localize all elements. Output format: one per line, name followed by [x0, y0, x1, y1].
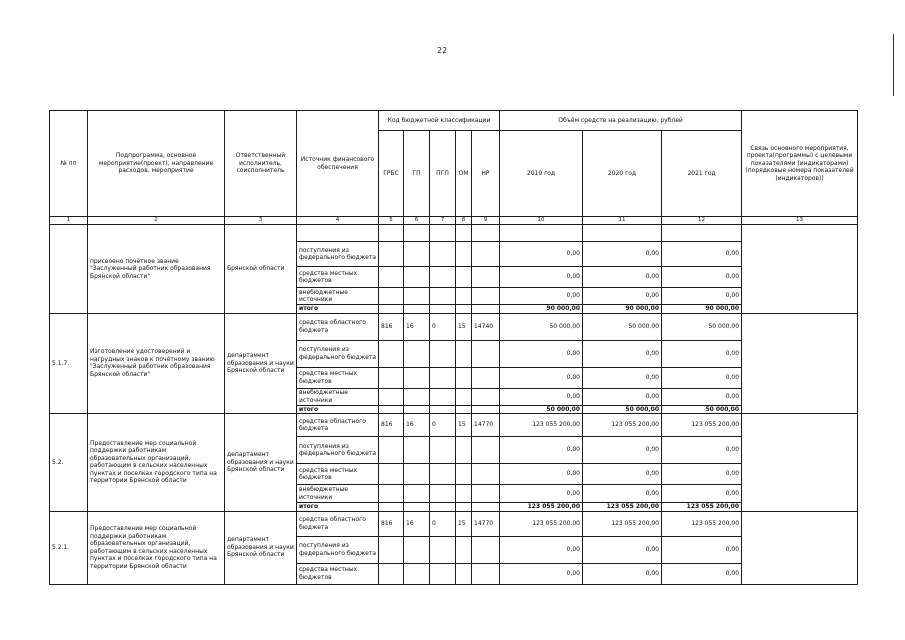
header-gp: ГП — [404, 131, 430, 217]
value-2020: 0,00 — [583, 288, 662, 305]
pgp-cell — [430, 267, 456, 288]
value-2021: 0,00 — [662, 437, 742, 464]
pgp-cell — [430, 305, 456, 314]
pgp-cell — [430, 485, 456, 503]
source-cell: поступления из федерального бюджета — [297, 242, 379, 267]
value-2021: 123 055 200,00 — [662, 414, 742, 437]
index-cell: 11 — [583, 217, 662, 225]
index-cell: 9 — [472, 217, 500, 225]
table-row — [50, 225, 858, 242]
value-2019: 0,00 — [500, 288, 583, 305]
value-2021 — [662, 225, 742, 242]
gp-cell: 16 — [404, 313, 430, 340]
value-2019: 0,00 — [500, 464, 583, 485]
om-cell — [456, 563, 472, 584]
pgp-cell — [430, 536, 456, 563]
index-cell: 1 — [50, 217, 88, 225]
np-cell — [472, 288, 500, 305]
header-name: Подпрограмма, основное мероприятие(проект), направление расходов, мероприятие — [88, 111, 225, 217]
pgp-cell: 0 — [430, 313, 456, 340]
pgp-cell — [430, 464, 456, 485]
value-2020 — [583, 225, 662, 242]
gp-cell — [404, 405, 430, 414]
om-cell — [456, 305, 472, 314]
value-2019: 123 055 200,00 — [500, 511, 583, 536]
row-number: 5.1.7. — [50, 313, 88, 414]
om-cell — [456, 242, 472, 267]
budget-table — [49, 110, 858, 585]
header-row-1 — [50, 111, 858, 131]
source-cell: средства местных бюджетов — [297, 563, 379, 584]
grbs-cell: 816 — [379, 511, 404, 536]
value-2019: 0,00 — [500, 563, 583, 584]
value-2019: 0,00 — [500, 388, 583, 405]
np-cell — [472, 267, 500, 288]
pgp-cell — [430, 388, 456, 405]
header-2020: 2020 год — [583, 131, 662, 217]
pgp-cell — [430, 225, 456, 242]
om-cell: 15 — [456, 313, 472, 340]
source-cell: поступления из федерального бюджета — [297, 437, 379, 464]
value-2020: 123 055 200,00 — [583, 503, 662, 512]
np-cell: 14770 — [472, 414, 500, 437]
table-row — [50, 414, 858, 437]
gp-cell — [404, 340, 430, 367]
gp-cell — [404, 437, 430, 464]
om-cell: 15 — [456, 511, 472, 536]
np-cell — [472, 437, 500, 464]
value-2021: 123 055 200,00 — [662, 511, 742, 536]
value-2021: 50 000,00 — [662, 405, 742, 414]
om-cell — [456, 267, 472, 288]
value-2019 — [500, 225, 583, 242]
value-2021: 50 000,00 — [662, 313, 742, 340]
index-cell: 6 — [404, 217, 430, 225]
pgp-cell — [430, 242, 456, 267]
value-2019: 0,00 — [500, 267, 583, 288]
grbs-cell — [379, 388, 404, 405]
executor: департамент образования и науки Брянской области — [225, 414, 297, 512]
source-cell: итого — [297, 305, 379, 314]
index-cell: 8 — [456, 217, 472, 225]
gp-cell — [404, 503, 430, 512]
source-cell: внебюджетные источники — [297, 388, 379, 405]
header-om: ОМ — [456, 131, 472, 217]
grbs-cell — [379, 563, 404, 584]
indicator-link — [742, 313, 858, 414]
executor: департамент образования и науки Брянской области — [225, 511, 297, 584]
source-cell: средства местных бюджетов — [297, 267, 379, 288]
value-2021: 0,00 — [662, 267, 742, 288]
index-cell: 12 — [662, 217, 742, 225]
grbs-cell — [379, 242, 404, 267]
grbs-cell — [379, 464, 404, 485]
np-cell — [472, 388, 500, 405]
value-2020: 0,00 — [583, 536, 662, 563]
value-2021: 0,00 — [662, 464, 742, 485]
value-2019: 0,00 — [500, 242, 583, 267]
np-cell — [472, 225, 500, 242]
np-cell — [472, 485, 500, 503]
source-cell: средства областного бюджета — [297, 511, 379, 536]
om-cell — [456, 536, 472, 563]
np-cell — [472, 242, 500, 267]
value-2021: 90 000,00 — [662, 305, 742, 314]
value-2020: 0,00 — [583, 388, 662, 405]
grbs-cell — [379, 225, 404, 242]
np-cell: 14740 — [472, 313, 500, 340]
header-budget-codes: Код бюджетной классификации — [379, 111, 500, 131]
index-cell: 13 — [742, 217, 858, 225]
gp-cell — [404, 305, 430, 314]
value-2020: 0,00 — [583, 267, 662, 288]
value-2021: 0,00 — [662, 242, 742, 267]
pgp-cell — [430, 340, 456, 367]
np-cell: 14770 — [472, 511, 500, 536]
gp-cell — [404, 464, 430, 485]
value-2021: 123 055 200,00 — [662, 503, 742, 512]
value-2021: 0,00 — [662, 367, 742, 388]
index-cell: 7 — [430, 217, 456, 225]
column-index-row — [50, 217, 858, 225]
source-cell: средства областного бюджета — [297, 414, 379, 437]
np-cell — [472, 367, 500, 388]
om-cell — [456, 288, 472, 305]
index-cell: 4 — [297, 217, 379, 225]
value-2020: 0,00 — [583, 485, 662, 503]
source-cell: внебюджетные источники — [297, 288, 379, 305]
value-2020: 50 000,00 — [583, 405, 662, 414]
source-cell: средства местных бюджетов — [297, 464, 379, 485]
gp-cell — [404, 288, 430, 305]
np-cell — [472, 464, 500, 485]
value-2021: 0,00 — [662, 288, 742, 305]
value-2019: 0,00 — [500, 367, 583, 388]
header-grbs: ГРБС — [379, 131, 404, 217]
np-cell — [472, 563, 500, 584]
gp-cell — [404, 225, 430, 242]
source-cell: внебюджетные источники — [297, 485, 379, 503]
value-2019: 50 000,00 — [500, 405, 583, 414]
value-2020: 0,00 — [583, 340, 662, 367]
om-cell — [456, 464, 472, 485]
value-2020: 0,00 — [583, 242, 662, 267]
measure-name: присвоено почётное звание "Заслуженный работник образования Брянской области" — [88, 225, 225, 314]
pgp-cell — [430, 437, 456, 464]
grbs-cell — [379, 485, 404, 503]
gp-cell — [404, 267, 430, 288]
value-2019: 0,00 — [500, 536, 583, 563]
source-cell — [297, 225, 379, 242]
value-2020: 0,00 — [583, 563, 662, 584]
grbs-cell — [379, 288, 404, 305]
value-2020: 0,00 — [583, 437, 662, 464]
table-body — [50, 225, 858, 585]
pgp-cell — [430, 503, 456, 512]
header-link: Связь основного мероприятия, проекта(программы) с целевыми показателями (индикаторами) (порядковые номера показателей (индикаторов)) — [742, 111, 858, 217]
value-2020: 0,00 — [583, 367, 662, 388]
grbs-cell: 816 — [379, 414, 404, 437]
header-volume: Объём средств на реализацию, рублей — [500, 111, 742, 131]
value-2019: 123 055 200,00 — [500, 414, 583, 437]
page-number: 22 — [437, 46, 448, 55]
value-2019: 123 055 200,00 — [500, 503, 583, 512]
np-cell — [472, 536, 500, 563]
source-cell: итого — [297, 405, 379, 414]
gp-cell — [404, 388, 430, 405]
table-row — [50, 511, 858, 536]
value-2021: 0,00 — [662, 340, 742, 367]
om-cell — [456, 503, 472, 512]
index-cell: 5 — [379, 217, 404, 225]
header-num: № пп — [50, 111, 88, 217]
value-2020: 0,00 — [583, 464, 662, 485]
om-cell — [456, 225, 472, 242]
index-cell: 2 — [88, 217, 225, 225]
value-2020: 123 055 200,00 — [583, 414, 662, 437]
np-cell — [472, 305, 500, 314]
grbs-cell — [379, 405, 404, 414]
value-2019: 0,00 — [500, 485, 583, 503]
np-cell — [472, 405, 500, 414]
page-edge-line — [893, 34, 894, 96]
header-source: Источник финансового обеспечения — [297, 111, 379, 217]
indicator-link — [742, 225, 858, 314]
value-2019: 90 000,00 — [500, 305, 583, 314]
indicator-link — [742, 511, 858, 584]
source-cell: поступления из федерального бюджета — [297, 536, 379, 563]
om-cell — [456, 340, 472, 367]
grbs-cell — [379, 340, 404, 367]
gp-cell: 16 — [404, 414, 430, 437]
value-2021: 0,00 — [662, 563, 742, 584]
value-2019: 0,00 — [500, 437, 583, 464]
executor: департамент образования и науки Брянской области — [225, 313, 297, 414]
np-cell — [472, 503, 500, 512]
gp-cell — [404, 367, 430, 388]
pgp-cell: 0 — [430, 414, 456, 437]
index-cell: 10 — [500, 217, 583, 225]
measure-name: Предоставление мер социальной поддержки работникам образовательных организаций, работающим в сельских населенных пунктах и поселках городского типа на территории Брянской области — [88, 511, 225, 584]
measure-name: Предоставление мер социальной поддержки работникам образовательных организаций, работающим в сельских населенных пунктах и поселках городского типа на территории Брянской области — [88, 414, 225, 512]
grbs-cell — [379, 267, 404, 288]
grbs-cell: 816 — [379, 313, 404, 340]
measure-name: Изготовление удостоверений и нагрудных знаков к почётному званию "Заслуженный работник образования Брянской области" — [88, 313, 225, 414]
pgp-cell: 0 — [430, 511, 456, 536]
value-2021: 0,00 — [662, 485, 742, 503]
value-2019: 0,00 — [500, 340, 583, 367]
grbs-cell — [379, 305, 404, 314]
header-np: НР — [472, 131, 500, 217]
row-number: 5.2.1. — [50, 511, 88, 584]
om-cell — [456, 388, 472, 405]
header-2019: 2019 год — [500, 131, 583, 217]
grbs-cell — [379, 437, 404, 464]
value-2020: 123 055 200,00 — [583, 511, 662, 536]
grbs-cell — [379, 503, 404, 512]
gp-cell — [404, 485, 430, 503]
header-executor: Ответственный исполнитель, соисполнитель — [225, 111, 297, 217]
np-cell — [472, 340, 500, 367]
source-cell: средства областного бюджета — [297, 313, 379, 340]
header-pgp: ПГП — [430, 131, 456, 217]
value-2019: 50 000,00 — [500, 313, 583, 340]
indicator-link — [742, 414, 858, 512]
gp-cell — [404, 536, 430, 563]
executor: Брянской области — [225, 225, 297, 314]
row-number — [50, 225, 88, 314]
om-cell: 15 — [456, 414, 472, 437]
value-2020: 90 000,00 — [583, 305, 662, 314]
source-cell: поступления из федерального бюджета — [297, 340, 379, 367]
om-cell — [456, 485, 472, 503]
value-2021: 0,00 — [662, 388, 742, 405]
om-cell — [456, 367, 472, 388]
gp-cell — [404, 563, 430, 584]
index-cell: 3 — [225, 217, 297, 225]
pgp-cell — [430, 367, 456, 388]
om-cell — [456, 405, 472, 414]
gp-cell — [404, 242, 430, 267]
pgp-cell — [430, 563, 456, 584]
gp-cell: 16 — [404, 511, 430, 536]
pgp-cell — [430, 288, 456, 305]
source-cell: средства местных бюджетов — [297, 367, 379, 388]
header-2021: 2021 год — [662, 131, 742, 217]
grbs-cell — [379, 367, 404, 388]
row-number: 5.2. — [50, 414, 88, 512]
value-2021: 0,00 — [662, 536, 742, 563]
pgp-cell — [430, 405, 456, 414]
grbs-cell — [379, 536, 404, 563]
om-cell — [456, 437, 472, 464]
value-2020: 50 000,00 — [583, 313, 662, 340]
source-cell: итого — [297, 503, 379, 512]
table-row — [50, 313, 858, 340]
